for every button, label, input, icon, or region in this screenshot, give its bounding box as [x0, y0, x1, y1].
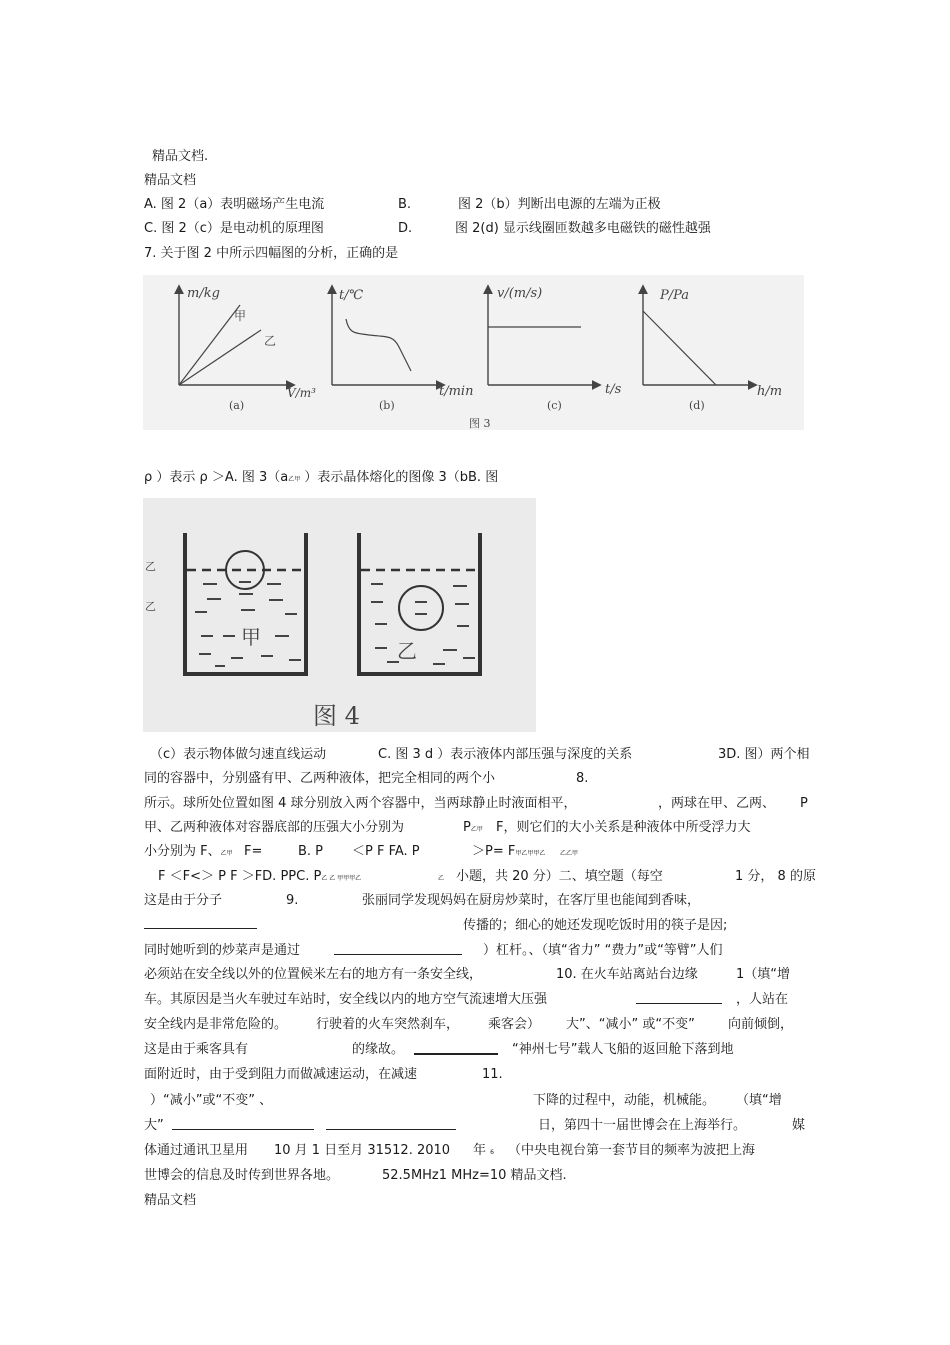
fig3-option-line: [144, 469, 498, 488]
blank-9-molecule[interactable]: [144, 918, 257, 929]
body-line-15a: ）“减小”或“不变” 、: [150, 1093, 273, 1108]
body-line-13a: 这是由于乘客具有: [144, 1042, 249, 1057]
panel-c-ylabel: v/(m/s): [497, 286, 543, 301]
blank-10-pressure[interactable]: [636, 993, 722, 1004]
body-line-17a: 体通过通讯卫星用: [144, 1143, 249, 1158]
body-line-2b: 8.: [576, 771, 589, 786]
body-line-5a-text: 小分别为 F、: [144, 844, 221, 859]
body-line-6a-text: F ＜F<＞ P F ＞FD. PPC. P: [158, 869, 322, 884]
body-line-2a: 同的容器中，分别盛有甲、乙两种液体，把完全相同的两个小: [144, 771, 496, 786]
body-line-17c-text: 年: [473, 1143, 487, 1158]
beaker-yi: [359, 533, 480, 674]
body-line-3a: 所示。球所处位置如图 4 球分别放入两个容器中，当两球静止时液面相平，: [144, 796, 577, 811]
body-line-5a: [144, 843, 233, 862]
body-line-4b: [463, 819, 483, 838]
body-line-11b: ，人站在: [736, 992, 789, 1007]
fig3-option-part1: ρ ）表示 ρ ＞A. 图 3（a: [144, 470, 289, 485]
body-line-5d: ＜P F FA. P: [352, 844, 420, 859]
body-line-15c: （填“增: [736, 1093, 782, 1108]
body-line-12a: 安全线内是非常危险的。: [144, 1017, 288, 1032]
body-line-17c-sub: 6: [490, 1149, 494, 1156]
panel-d-tag: (d): [689, 399, 705, 412]
body-line-15b: 下降的过程中，动能，机械能。: [533, 1093, 716, 1108]
panel-d: [643, 287, 782, 412]
body-line-16b: 日，第四十一届世博会在上海举行。: [538, 1118, 747, 1133]
body-line-12e: 向前倾倒，: [728, 1017, 794, 1032]
body-line-1b: C. 图 3 d ）表示液体内部压强与深度的关系: [378, 747, 633, 762]
body-line-13b: 的缘故。: [352, 1042, 405, 1057]
body-line-3b: ，两球在甲、乙两、: [658, 796, 776, 811]
body-line-5e: [472, 843, 545, 862]
body-line-18a: 世博会的信息及时传到世界各地。: [144, 1168, 340, 1183]
header-doc-label-1: 精品文档.: [152, 149, 209, 164]
panel-b-ylabel: t/℃: [339, 288, 364, 303]
beaker-jia: [185, 533, 306, 674]
body-line-5a-sub: 乙甲: [220, 850, 233, 857]
body-line-6b-sub: 乙: [438, 875, 445, 882]
question-7: 7. 关于图 2 中所示四幅图的分析，正确的是: [144, 246, 399, 261]
body-line-5f: [560, 843, 578, 862]
body-line-7a: 这是由于分子: [144, 893, 223, 908]
body-line-6d: 1 分， 8 的原: [735, 869, 816, 884]
body-line-17d: （中央电视台第一套节目的频率为波把上海: [508, 1143, 756, 1158]
panel-b-xlabel: t/min: [439, 384, 474, 399]
fig3-option-sub: 乙甲: [288, 476, 301, 483]
body-line-9a: 同时她听到的炒菜声是通过: [144, 943, 301, 958]
option-a: A. 图 2（a）表明磁场产生电流: [144, 197, 325, 212]
panel-a-ylabel: m/kg: [187, 286, 220, 301]
body-line-5f-sub: 乙乙甲: [560, 850, 579, 857]
body-line-18b: 52.5MHz1 MHz=10 精品文档.: [382, 1168, 567, 1183]
body-line-1c: 3D. 图）两个相: [718, 747, 810, 762]
figure-4-left-label-mid: 乙: [145, 600, 156, 613]
panel-b: [332, 287, 473, 412]
body-line-10c: 1（填“增: [736, 967, 791, 982]
body-line-3c: P: [800, 796, 808, 811]
body-line-5e-sub: 甲乙甲甲乙: [515, 850, 546, 857]
body-line-12d: 大”、“减小” 或“不变”: [566, 1017, 695, 1032]
figure-4-beakers: [143, 498, 536, 732]
body-line-17b: 10 月 1 日至月 31512. 2010: [274, 1143, 451, 1158]
panel-d-ylabel: P/Pa: [660, 288, 690, 303]
body-line-10b: 10. 在火车站离站台边缘: [556, 967, 698, 982]
body-line-9b: ）杠杆。、（填“省力” “费力”或“等臂”人们: [483, 943, 723, 958]
body-line-1a: （c）表示物体做匀速直线运动: [150, 747, 327, 762]
option-b-label: B.: [398, 197, 412, 212]
blank-11-mechanical[interactable]: [326, 1119, 456, 1130]
option-d-text: 图 2(d) 显示线圈匝数越多电磁铁的磁性越强: [455, 221, 711, 236]
blank-11-kinetic[interactable]: [172, 1119, 314, 1130]
figure-3-graphs: [143, 275, 804, 430]
body-line-6a-sub: 乙 乙 甲甲甲乙: [321, 875, 362, 882]
panel-c-xlabel: t/s: [605, 382, 622, 397]
body-line-4a: 甲、乙两种液体对容器底部的压强大小分别为: [144, 820, 405, 835]
panel-c: [488, 286, 622, 412]
panel-a-line2-label: 乙: [264, 334, 277, 348]
body-line-12b: 行驶着的火车突然刹车，: [316, 1017, 460, 1032]
body-line-12c: 乘客会）: [488, 1017, 541, 1032]
body-line-6a: [158, 868, 361, 887]
body-line-16c: 媒: [792, 1118, 806, 1133]
figure-4-caption: 图 4: [313, 702, 360, 730]
body-line-17c: [473, 1142, 494, 1161]
blank-9-sound-medium[interactable]: [334, 944, 462, 955]
body-line-5b: F=: [244, 844, 263, 859]
fig3-option-part2: ）表示晶体熔化的图像 3（bB. 图: [304, 470, 499, 485]
body-line-6b: [438, 868, 444, 887]
header-doc-label-2: 精品文档: [144, 173, 197, 188]
panel-a: [179, 286, 316, 412]
panel-a-xlabel: V/m³: [287, 386, 316, 400]
blank-inertia[interactable]: [414, 1043, 498, 1055]
panel-a-tag: (a): [229, 399, 245, 412]
panel-a-line1-label: 甲: [234, 309, 247, 323]
body-line-10a: 必须站在安全线以外的位置候米左右的地方有一条安全线，: [144, 967, 483, 982]
footer-doc-label: 精品文档: [144, 1193, 197, 1208]
body-line-4c: F，则它们的大小关系是种液体中所受浮力大: [496, 820, 751, 835]
body-line-7b: 9.: [286, 893, 299, 908]
figure-3: [143, 275, 804, 430]
body-line-5c: B. P: [298, 844, 324, 859]
panel-b-tag: (b): [379, 399, 395, 412]
figure-4-left-label-top: 乙: [145, 560, 156, 573]
body-line-14b: 11.: [482, 1067, 503, 1082]
body-line-16a: 大”: [144, 1118, 164, 1133]
option-d-label: D.: [398, 221, 413, 236]
beaker-jia-label: 甲: [241, 625, 261, 649]
option-b-text: 图 2（b）判断出电源的左端为正极: [458, 197, 661, 212]
beaker-yi-label: 乙: [397, 639, 417, 663]
body-line-11a: 车。其原因是当火车驶过车站时，安全线以内的地方空气流速增大压强: [144, 992, 548, 1007]
body-line-7c: 张丽同学发现妈妈在厨房炒菜时，在客厅里也能闻到香味，: [362, 893, 701, 908]
body-line-4b-text: P: [463, 820, 471, 835]
figure-4: [143, 498, 536, 732]
body-line-4b-sub: 乙甲: [470, 826, 483, 833]
body-line-6c: 小题，共 20 分）二、填空题（每空: [456, 869, 663, 884]
figure-3-caption: 图 3: [469, 417, 491, 430]
panel-c-tag: (c): [547, 399, 562, 412]
panel-d-xlabel: h/m: [757, 384, 783, 399]
option-c: C. 图 2（c）是电动机的原理图: [144, 221, 324, 236]
body-line-13c: “神州七号”载人飞船的返回舱下落到地: [512, 1042, 734, 1057]
body-line-5e-text: ＞P= F: [472, 844, 516, 859]
body-line-8: 传播的；细心的她还发现吃饭时用的筷子是因;: [463, 918, 728, 933]
body-line-14a: 面附近时，由于受到阻力而做减速运动，在减速: [144, 1067, 418, 1082]
